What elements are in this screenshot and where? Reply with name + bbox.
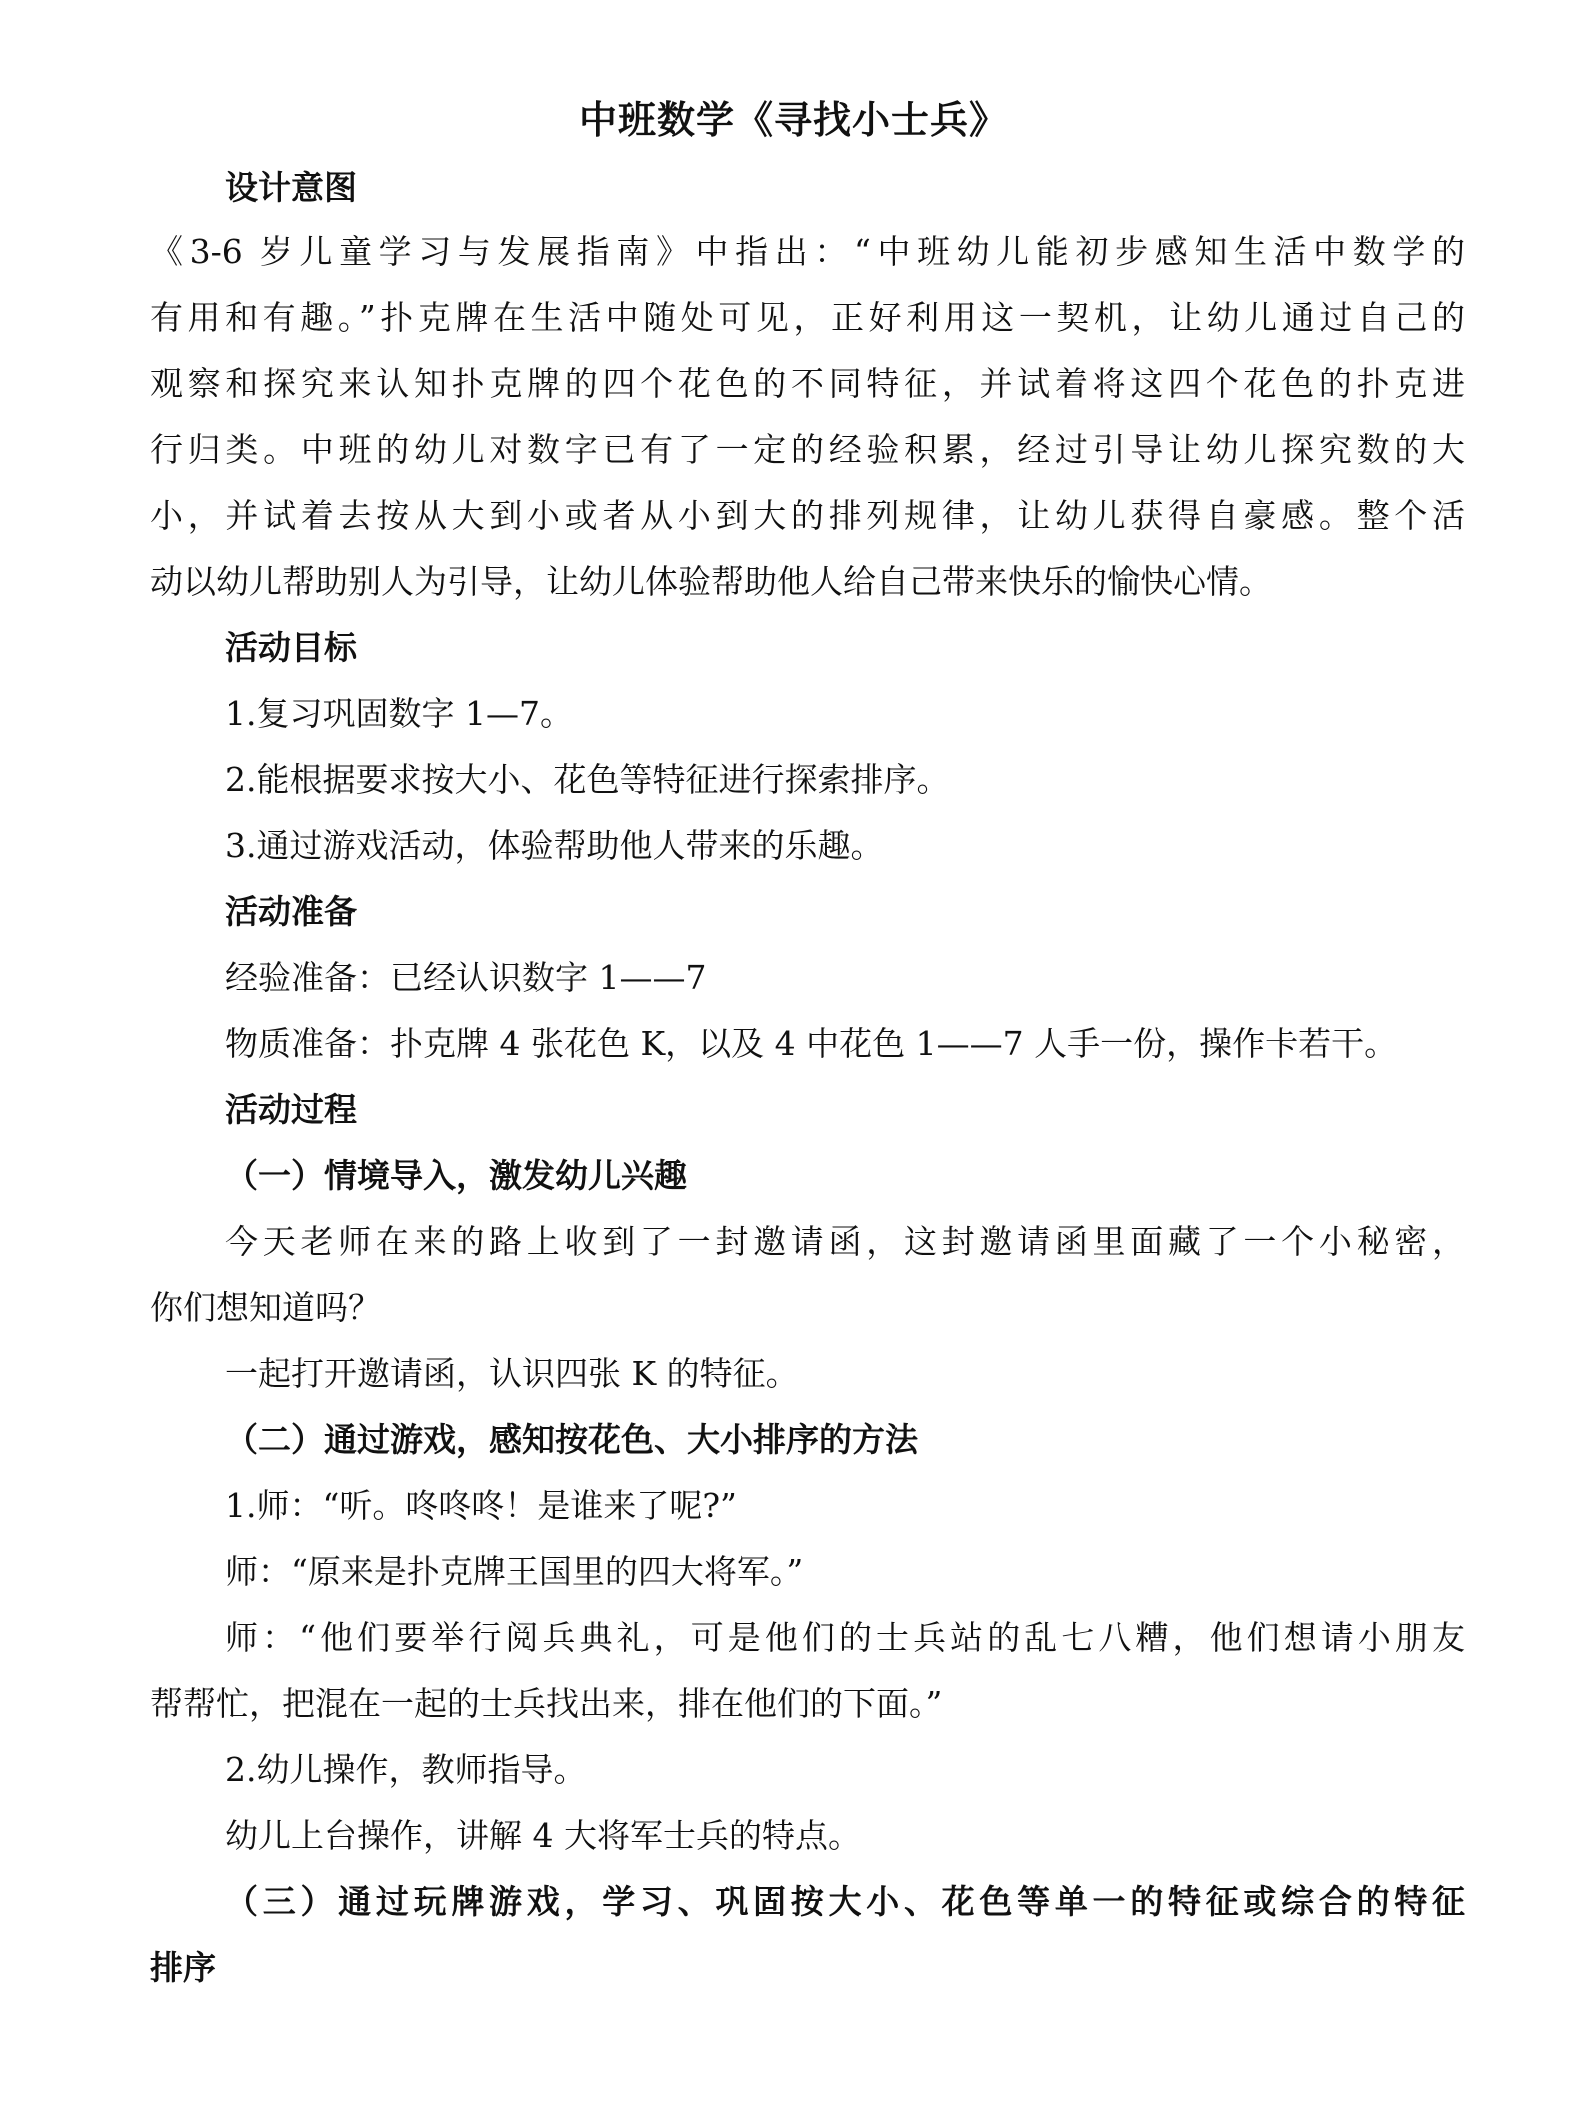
step-heading-1: （一）情境导入，激发幼儿兴趣 [225, 1156, 687, 1195]
paragraph-line [150, 232, 1465, 272]
paragraph-line: 1.师：“听。咚咚咚！是谁来了呢?” [225, 1486, 737, 1525]
section-heading-preparation: 活动准备 [225, 892, 357, 931]
paragraph-line: 有用和有趣。”扑克牌在生活中随处可见，正好利用这一契机，让幼儿通过自己的 [150, 298, 1465, 337]
paragraph-line: 观察和探究来认知扑克牌的四个花色的不同特征，并试着将这四个花色的扑克进 [150, 364, 1465, 403]
paragraph-line: 师：“他们要举行阅兵典礼，可是他们的士兵站的乱七八糟，他们想请小朋友 [225, 1618, 1465, 1657]
paragraph-line: 帮帮忙，把混在一起的士兵找出来，排在他们的下面。” [150, 1684, 943, 1723]
paragraph-line: 幼儿上台操作，讲解 4 大将军士兵的特点。 [225, 1816, 861, 1855]
paragraph-line: 一起打开邀请函，认识四张 K 的特征。 [225, 1354, 799, 1393]
preparation-experience: 经验准备：已经认识数字 1——7 [225, 958, 707, 997]
goal-item: 3.通过游戏活动，体验帮助他人带来的乐趣。 [225, 826, 884, 865]
section-heading-design-intent: 设计意图 [225, 168, 357, 207]
goal-item: 1.复习巩固数字 1—7。 [225, 694, 573, 733]
paragraph-line: 今天老师在来的路上收到了一封邀请函，这封邀请函里面藏了一个小秘密， [225, 1222, 1465, 1261]
paragraph-text: 《3-6 岁儿童学习与发展指南》中指出：“中班幼儿能初步感知生活中数学的 [150, 232, 1465, 271]
paragraph-line: 你们想知道吗？ [150, 1288, 381, 1327]
step-heading-3: （三）通过玩牌游戏，学习、巩固按大小、花色等单一的特征或综合的特征 [225, 1882, 1465, 1921]
paragraph-line: 2.幼儿操作，教师指导。 [225, 1750, 587, 1789]
step-heading-2: （二）通过游戏，感知按花色、大小排序的方法 [225, 1420, 918, 1459]
paragraph-line: 动以幼儿帮助别人为引导，让幼儿体验帮助他人给自己带来快乐的愉快心情。 [150, 562, 1272, 601]
goal-item: 2.能根据要求按大小、花色等特征进行探索排序。 [225, 760, 950, 799]
preparation-materials: 物质准备：扑克牌 4 张花色 K，以及 4 中花色 1——7 人手一份，操作卡若干。 [225, 1024, 1398, 1063]
paragraph-line: 小，并试着去按从大到小或者从小到大的排列规律，让幼儿获得自豪感。整个活 [150, 496, 1465, 535]
step-heading-3-continued: 排序 [150, 1948, 216, 1987]
paragraph-line: 师：“原来是扑克牌王国里的四大将军。” [225, 1552, 804, 1591]
document-title: 中班数学《寻找小士兵》 [578, 97, 1008, 142]
section-heading-goals: 活动目标 [225, 628, 357, 667]
paragraph-line: 行归类。中班的幼儿对数字已有了一定的经验积累，经过引导让幼儿探究数的大 [150, 430, 1465, 469]
section-heading-process: 活动过程 [225, 1090, 357, 1129]
